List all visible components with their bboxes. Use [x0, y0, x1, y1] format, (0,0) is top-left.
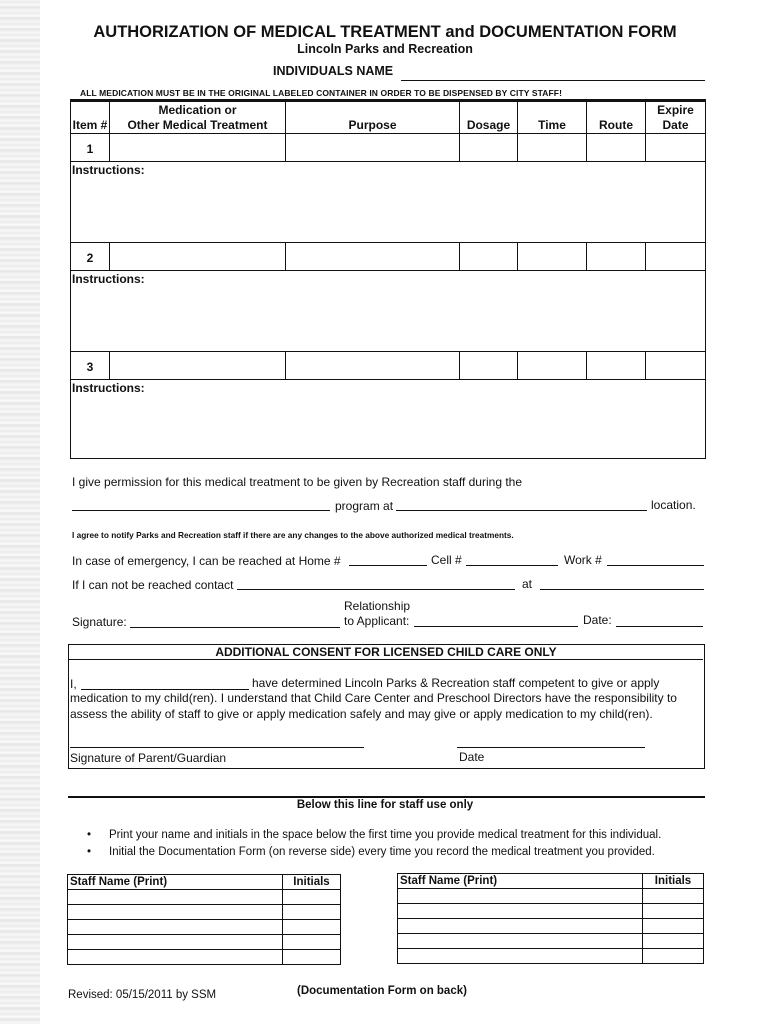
- staff-table-right: [397, 873, 704, 964]
- staff-name-header: Staff Name (Print): [398, 874, 643, 889]
- header-route-label: Route: [599, 118, 633, 132]
- location-label: location.: [651, 498, 696, 512]
- route-field[interactable]: [586, 351, 646, 380]
- route-field[interactable]: [586, 133, 646, 162]
- purpose-field[interactable]: [285, 242, 460, 271]
- instructions-box[interactable]: [70, 379, 706, 459]
- dosage-field[interactable]: [459, 133, 518, 162]
- agree-notice: I agree to notify Parks and Recreation staff if there are any changes to the above authorized medical treatments.: [72, 530, 514, 540]
- header-purpose: [285, 101, 460, 134]
- date-label: Date:: [583, 613, 612, 627]
- staff-instruction-2: Initial the Documentation Form (on reverse side) every time you record the medical treatment you provided.: [109, 846, 655, 858]
- header-purpose-label: Purpose: [348, 118, 397, 132]
- medication-field[interactable]: [109, 351, 286, 380]
- program-name-field[interactable]: [72, 510, 330, 511]
- contact-at-label: at: [522, 577, 533, 591]
- staff-name-header: Staff Name (Print): [68, 875, 283, 890]
- initials-header: Initials: [283, 875, 341, 890]
- relationship-label: Relationship: [344, 599, 411, 613]
- consent-divider: [69, 659, 703, 660]
- staff-name-cell[interactable]: [398, 889, 643, 904]
- initials-cell[interactable]: [643, 904, 704, 919]
- initials-cell[interactable]: [643, 889, 704, 904]
- contact-phone-field[interactable]: [540, 589, 704, 590]
- item-number: [70, 242, 110, 271]
- dosage-field[interactable]: [459, 242, 518, 271]
- header-expire-line1: Expire: [657, 103, 694, 117]
- header-expire: [645, 101, 706, 134]
- medication-field[interactable]: [109, 133, 286, 162]
- contact-name-field[interactable]: [237, 589, 515, 590]
- parent-signature-field[interactable]: [70, 747, 364, 748]
- item-number-label: 1: [86, 142, 94, 156]
- expire-date-field[interactable]: [645, 351, 706, 380]
- initials-cell[interactable]: [283, 935, 341, 950]
- initials-cell[interactable]: [643, 919, 704, 934]
- parent-signature-label: Signature of Parent/Guardian: [70, 751, 227, 765]
- consent-date-field[interactable]: [457, 747, 645, 748]
- consent-line3: assess the ability of staff to give or apply medication safely and may give or apply medication to my child(ren).: [70, 707, 653, 721]
- initials-cell[interactable]: [283, 950, 341, 965]
- staff-instruction-1: Print your name and initials in the space below the first time you provide medical treatment for this individual.: [109, 829, 662, 841]
- header-dosage: [459, 101, 518, 134]
- cell-phone-field[interactable]: [466, 565, 558, 566]
- staff-name-cell[interactable]: [68, 935, 283, 950]
- consent-title: ADDITIONAL CONSENT FOR LICENSED CHILD CARE ONLY: [215, 645, 557, 659]
- initials-cell[interactable]: [283, 920, 341, 935]
- revised-date: Revised: 05/15/2011 by SSM: [68, 989, 217, 1001]
- date-field[interactable]: [616, 626, 703, 627]
- relationship-field[interactable]: [414, 626, 578, 627]
- signature-label: Signature:: [72, 615, 127, 629]
- bullet-icon: •: [87, 829, 92, 841]
- staff-name-cell[interactable]: [68, 950, 283, 965]
- header-expire-line2: Date: [662, 118, 689, 132]
- staff-name-cell[interactable]: [68, 890, 283, 905]
- staff-name-cell[interactable]: [68, 920, 283, 935]
- header-dosage-label: Dosage: [466, 118, 511, 132]
- consent-i: I,: [70, 677, 77, 691]
- cell-label: Cell #: [431, 553, 462, 567]
- initials-cell[interactable]: [643, 934, 704, 949]
- item-number-label: 2: [86, 251, 94, 265]
- staff-table-left: [67, 874, 341, 965]
- individuals-name-label: INDIVIDUALS NAME: [273, 64, 394, 78]
- staff-name-cell[interactable]: [398, 904, 643, 919]
- staff-name-cell[interactable]: [398, 949, 643, 964]
- item-number: [70, 351, 110, 380]
- purpose-field[interactable]: [285, 351, 460, 380]
- medication-field[interactable]: [109, 242, 286, 271]
- scan-edge: [0, 0, 40, 1024]
- instructions-box[interactable]: [70, 161, 706, 243]
- consent-parent-name-field[interactable]: [81, 689, 249, 690]
- staff-use-heading: Below this line for staff use only: [296, 799, 474, 811]
- header-item: [70, 101, 110, 134]
- form-subtitle: Lincoln Parks and Recreation: [297, 42, 473, 56]
- consent-date-label: Date: [459, 750, 485, 764]
- individuals-name-field[interactable]: [401, 80, 705, 81]
- instructions-label: Instructions:: [72, 163, 145, 177]
- consent-line1: have determined Lincoln Parks & Recreation staff competent to give or apply: [252, 676, 660, 690]
- purpose-field[interactable]: [285, 133, 460, 162]
- medication-notice: ALL MEDICATION MUST BE IN THE ORIGINAL LABELED CONTAINER IN ORDER TO BE DISPENSED BY CITY STAFF!: [80, 88, 563, 98]
- dosage-field[interactable]: [459, 351, 518, 380]
- staff-name-cell[interactable]: [398, 919, 643, 934]
- instructions-box[interactable]: [70, 270, 706, 352]
- header-time-label: Time: [538, 118, 566, 132]
- staff-divider-line: [68, 796, 705, 798]
- expire-date-field[interactable]: [645, 133, 706, 162]
- documentation-form-note: (Documentation Form on back): [297, 985, 467, 997]
- consent-box: [68, 644, 705, 769]
- header-medication-line2: Other Medical Treatment: [127, 118, 268, 132]
- expire-date-field[interactable]: [645, 242, 706, 271]
- to-applicant-label: to Applicant:: [344, 614, 410, 628]
- staff-name-cell[interactable]: [68, 905, 283, 920]
- header-item-label: Item #: [72, 118, 108, 132]
- permission-text: I give permission for this medical treatment to be given by Recreation staff during the: [72, 475, 523, 489]
- time-field[interactable]: [517, 133, 587, 162]
- contact-label: If I can not be reached contact: [72, 578, 234, 592]
- time-field[interactable]: [517, 351, 587, 380]
- emergency-home-label: In case of emergency, I can be reached at Home #: [72, 554, 341, 568]
- form-title: AUTHORIZATION OF MEDICAL TREATMENT and DOCUMENTATION FORM: [93, 23, 677, 41]
- header-medication: [109, 101, 286, 134]
- initials-header: Initials: [643, 874, 704, 889]
- header-medication-line1: Medication or: [158, 103, 237, 117]
- signature-field[interactable]: [130, 627, 340, 628]
- instructions-label: Instructions:: [72, 272, 145, 286]
- time-field[interactable]: [517, 242, 587, 271]
- program-at-label: program at: [335, 499, 394, 513]
- initials-cell[interactable]: [283, 890, 341, 905]
- header-time: [517, 101, 587, 134]
- work-label: Work #: [564, 553, 602, 567]
- item-number: [70, 133, 110, 162]
- program-location-field[interactable]: [396, 510, 647, 511]
- item-number-label: 3: [86, 360, 94, 374]
- consent-line2: medication to my child(ren). I understand that Child Care Center and Preschool Directors have the responsibility to: [70, 691, 677, 705]
- instructions-label: Instructions:: [72, 381, 145, 395]
- bullet-icon: •: [87, 846, 92, 858]
- home-phone-field[interactable]: [349, 565, 427, 566]
- route-field[interactable]: [586, 242, 646, 271]
- work-phone-field[interactable]: [607, 565, 704, 566]
- header-route: [586, 101, 646, 134]
- initials-cell[interactable]: [643, 949, 704, 964]
- initials-cell[interactable]: [283, 905, 341, 920]
- staff-name-cell[interactable]: [398, 934, 643, 949]
